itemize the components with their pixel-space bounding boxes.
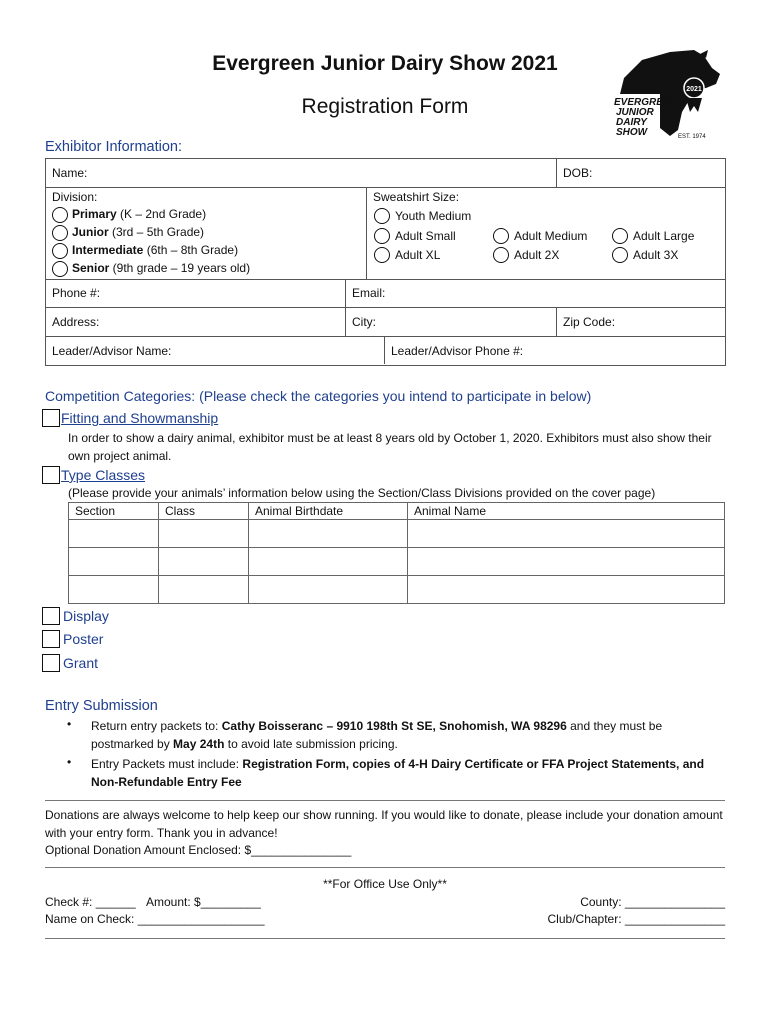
poster-checkbox[interactable] [42,630,60,648]
table-cell[interactable] [408,548,725,576]
size-youth-medium-label: Youth Medium [395,209,472,223]
table-header-animal-name: Animal Name [408,503,725,520]
logo-word-2: JUNIOR [616,107,654,118]
table-cell[interactable] [249,520,408,548]
logo-word-3: DAIRY [616,117,647,128]
size-adult-small-radio[interactable] [374,228,390,244]
email-field[interactable]: Email: [352,286,386,300]
table-cell[interactable] [408,520,725,548]
size-adult-3x-radio[interactable] [612,247,628,263]
division-label: Division: [52,190,98,204]
table-row [69,576,725,604]
size-adult-medium-label: Adult Medium [514,229,588,243]
table-cell[interactable] [69,520,159,548]
entry-heading: Entry Submission [45,698,158,714]
leader-phone-field[interactable]: Leader/Advisor Phone #: [391,344,524,358]
donation-amount-field[interactable]: Optional Donation Amount Enclosed: $_______________ [45,843,352,857]
check-number-field[interactable]: Check #: ______ [45,895,136,909]
address-field[interactable]: Address: [52,315,100,329]
table-cell[interactable] [159,520,249,548]
divider [45,800,725,801]
leader-name-field[interactable]: Leader/Advisor Name: [52,344,172,358]
logo-word-4: SHOW [616,127,648,138]
size-adult-2x-radio[interactable] [493,247,509,263]
division-primary-label: Primary (K – 2nd Grade) [72,207,207,221]
name-field[interactable]: Name: [52,166,88,180]
type-classes-note: (Please provide your animals’ information below using the Section/Class Divisions provided on the cover page) [68,486,656,500]
dob-field[interactable]: DOB: [563,166,593,180]
size-adult-medium-radio[interactable] [493,228,509,244]
size-adult-xl-radio[interactable] [374,247,390,263]
division-primary-radio[interactable] [52,207,68,223]
size-adult-large-label: Adult Large [633,229,695,243]
type-classes-label: Type Classes [61,467,146,483]
city-field[interactable]: City: [352,315,376,329]
amount-field[interactable]: Amount: $_________ [146,895,261,909]
division-intermediate-radio[interactable] [52,243,68,259]
table-header-section: Section [69,503,159,520]
logo-year: 2021 [686,86,702,93]
bullet-icon: • [67,717,72,731]
zip-field[interactable]: Zip Code: [563,315,616,329]
divider [45,938,725,939]
division-senior-radio[interactable] [52,261,68,277]
table-cell[interactable] [249,576,408,604]
grant-checkbox[interactable] [42,654,60,672]
entry-bullet-2: Entry Packets must include: Registration Form, copies of 4-H Dairy Certificate or FFA Project Statements, and Non-Refundable Entry Fee [91,757,705,789]
display-label: Display [63,608,109,624]
exhibitor-heading: Exhibitor Information: [45,139,183,155]
show-logo [612,50,727,142]
fitting-note: In order to show a dairy animal, exhibitor must be at least 8 years old by October 1, 2020. Exhibitors must also show their own project animal. [68,431,712,463]
table-header-class: Class [159,503,249,520]
logo-word-1: EVERGREEN [614,97,677,108]
table-cell[interactable] [408,576,725,604]
county-field[interactable]: County: _______________ [580,895,725,909]
size-adult-3x-label: Adult 3X [633,248,679,262]
club-chapter-field[interactable]: Club/Chapter: _______________ [547,912,725,926]
table-row [69,520,725,548]
animal-table [68,502,725,604]
page-title: Evergreen Junior Dairy Show 2021 [212,52,558,75]
size-adult-small-label: Adult Small [395,229,456,243]
competition-heading: Competition Categories: (Please check the categories you intend to participate in below) [45,388,592,404]
fitting-checkbox[interactable] [42,409,60,427]
table-cell[interactable] [69,548,159,576]
display-checkbox[interactable] [42,607,60,625]
grant-label: Grant [63,655,99,671]
sweatshirt-label: Sweatshirt Size: [373,190,460,204]
table-row [69,548,725,576]
office-use-heading: **For Office Use Only** [323,877,447,891]
division-junior-label: Junior (3rd – 5th Grade) [72,225,205,239]
fitting-label: Fitting and Showmanship [61,410,219,426]
table-header-birthdate: Animal Birthdate [249,503,408,520]
bullet-icon: • [67,755,72,769]
name-on-check-field[interactable]: Name on Check: ___________________ [45,912,265,926]
size-adult-large-radio[interactable] [612,228,628,244]
page-subtitle: Registration Form [301,95,469,118]
table-cell[interactable] [249,548,408,576]
division-junior-radio[interactable] [52,225,68,241]
division-senior-label: Senior (9th grade – 19 years old) [72,261,251,275]
entry-bullet-1: Return entry packets to: Cathy Boisseranc – 9910 198th St SE, Snohomish, WA 98296 and they must be postmarked by May 24th to avoid late submission pricing. [91,719,663,751]
size-adult-2x-label: Adult 2X [514,248,560,262]
size-youth-medium-radio[interactable] [374,208,390,224]
size-adult-xl-label: Adult XL [395,248,441,262]
donation-text: Donations are always welcome to help keep our show running. If you would like to donate, please include your donation amount with your entry form. Thank you in advance! [45,808,723,840]
poster-label: Poster [63,631,104,647]
table-cell[interactable] [69,576,159,604]
table-cell[interactable] [159,576,249,604]
table-cell[interactable] [159,548,249,576]
divider [45,867,725,868]
type-classes-checkbox[interactable] [42,466,60,484]
division-intermediate-label: Intermediate (6th – 8th Grade) [72,243,239,257]
phone-field[interactable]: Phone #: [52,286,101,300]
logo-est: EST. 1974 [678,134,706,140]
